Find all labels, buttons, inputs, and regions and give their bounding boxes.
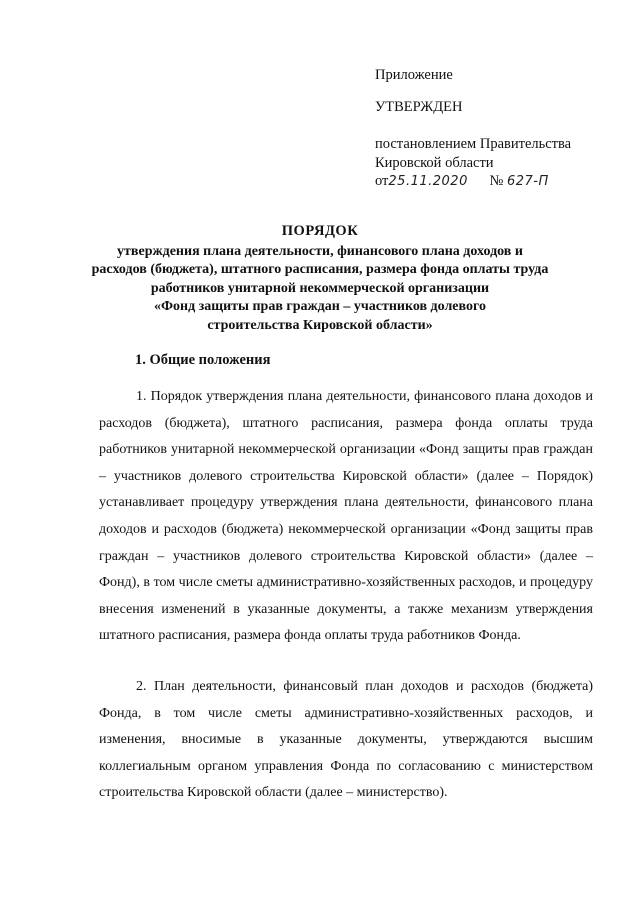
resolution-date-line: [375, 172, 625, 192]
paragraph-1: 1. Порядок утверждения плана деятельности, финансового плана доходов и расходов (бюджета), штатного расписания, размера фонда оплаты труда работников унитарной некоммерческой организации «Фонд защиты прав граждан – участников долевого строительства Кировской области» (далее – Порядок) устанавливает процедуру утверждения плана деятельности, финансового плана доходов и расходов (бюджета) некоммерческой организации «Фонд защиты прав граждан – участников долевого строительства Кировской области» (далее – Фонд), в том числе сметы административно-хозяйственных расходов, и процедуру внесения изменений в указанные документы, а также механизм утверждения штатного расписания, размера фонда оплаты труда работников Фонда.: [99, 389, 593, 644]
title-line-2: расходов (бюджета), штатного расписания, размера фонда оплаты труда: [91, 262, 549, 277]
title-main: ПОРЯДОК: [281, 223, 359, 239]
paragraph-1-block: [99, 384, 593, 650]
number-prefix: №: [489, 173, 504, 189]
paragraph-2-block: [99, 674, 593, 807]
resolution-line-2: Кировской области: [375, 154, 494, 171]
resolution-line-1: постановлением Правительства: [375, 136, 572, 152]
title-line-1: утверждения плана деятельности, финансового плана доходов и: [117, 243, 523, 259]
approved-label: УТВЕРЖДЕН: [375, 99, 463, 115]
section-heading: 1. Общие положения: [135, 352, 271, 368]
title-line-4: «Фонд защиты прав граждан – участников долевого: [153, 299, 486, 314]
appendix-label: Приложение: [375, 67, 453, 83]
resolution-block: [375, 135, 625, 192]
handwritten-date: 25.11.2020: [388, 174, 468, 189]
date-prefix: от: [375, 173, 389, 189]
handwritten-number: 627-П: [506, 174, 549, 189]
title-line-5: строительства Кировской области»: [207, 317, 433, 333]
document-title: [60, 222, 580, 335]
paragraph-2: 2. План деятельности, финансовый план доходов и расходов (бюджета) Фонда, в том числе сметы административно-хозяйственных расходов, и изменения, вносимые в указанные документы, утверждаются высшим коллегиальным органом управления Фонда по согласованию с министерством строительства Кировской области (далее – министерство).: [99, 679, 593, 801]
title-line-3: работников унитарной некоммерческой организации: [150, 280, 490, 296]
